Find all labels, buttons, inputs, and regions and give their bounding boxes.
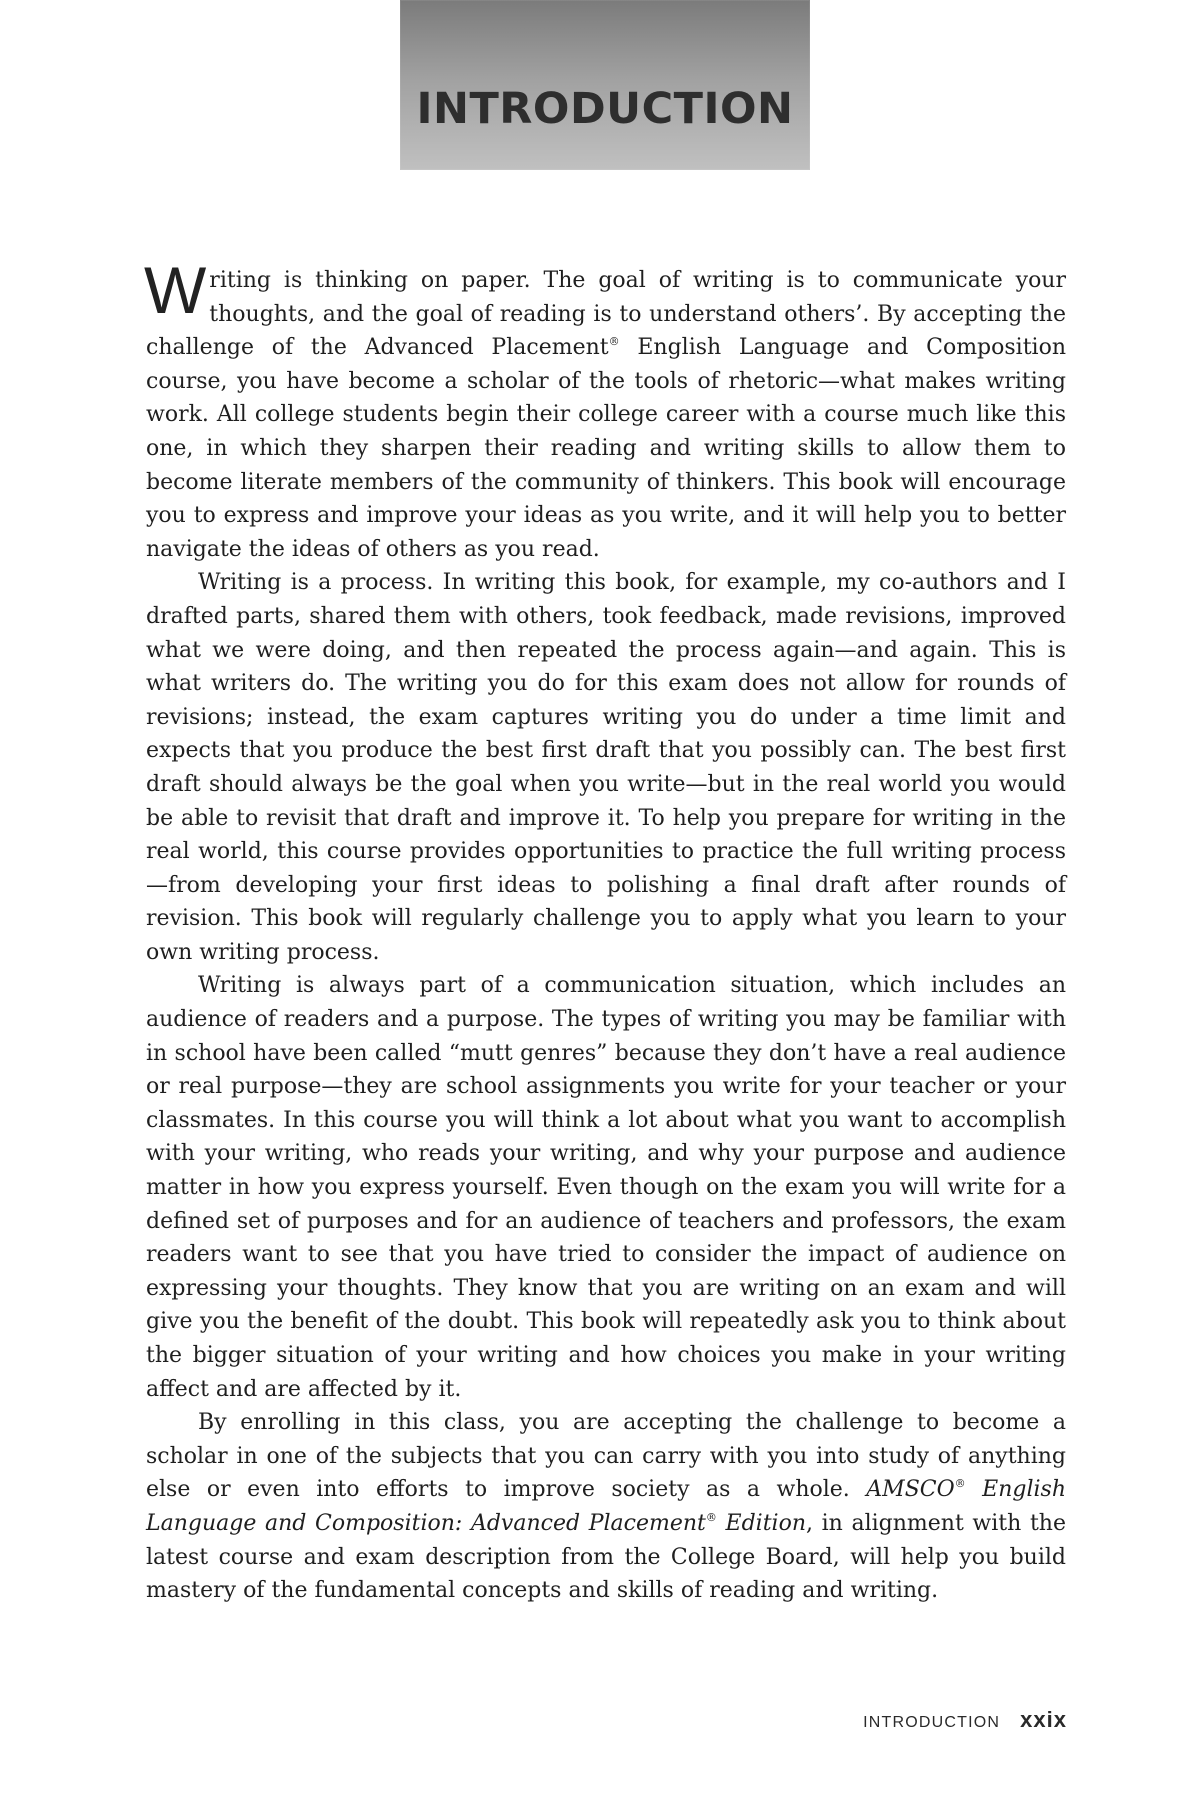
page-title: INTRODUCTION [416,84,794,134]
paragraph-1 [144,253,1066,566]
paragraph-4-text-continued: , in alignment with the latest course and exam description from the College Board, will help you build mastery of the fundamental concepts and skills of reading and writing. [146,1510,1066,1604]
paragraph-2: Writing is a process. In writing this book, for example, my co-authors and I drafted parts, shared them with others, took feedback, made revisions, improved what we were doing, and then repeated the process again—and again. This is what writers do. The writing you do for this exam does not allow for rounds of revisions; instead, the exam captures writing you do under a time limit and expects that you produce the best first draft that you possibly can. The best first draft should always be the goal when you write—but in the real world you would be able to revisit that draft and improve it. To help you prepare for writing in the real world, this course provides opportunities to practice the full writing process—from developing your first ideas to polishing a final draft after rounds of revision. This book will regularly challenge you to apply what you learn to your own writing process. [146,570,1066,965]
page-number: xxix [1020,1707,1067,1732]
footer-section-label: INTRODUCTION [863,1714,1001,1731]
body-copy [144,253,1066,1608]
chapter-banner [400,0,810,170]
dropcap-letter: W [144,253,207,327]
registered-mark: ® [608,334,620,348]
publication-title-part-3: Edition [716,1510,806,1536]
paragraph-3: Writing is always part of a communication situation, which includes an audience of readers and a purpose. The types of writing you may be familiar with in school have been called “mutt genres” because they don’t have a real audience or real purpose—they are school assignments you write for your teacher or your classmates. In this course you will think a lot about what you want to accomplish with your writing, who reads your writing, and why your purpose and audience matter in how you express yourself. Even though on the exam you will write for a defined set of purposes and for an audience of teachers and professors, the exam readers want to see that you have tried to consider the impact of audience on expressing your thoughts. They know that you are writing on an exam and will give you the benefit of the doubt. This book will repeatedly ask you to think about the bigger situation of your writing and how choices you make in your writing affect and are affected by it. [146,973,1066,1402]
registered-mark: ® [954,1477,966,1491]
paragraph-1-text: riting is thinking on paper. The goal of writing is to communicate your thoughts, and the goal of reading is to understand others’. By accepting the challenge of the Advanced Placement [146,268,1066,361]
paragraph-4 [146,1406,1066,1608]
publication-title-part-2: English Language and Composition: Advanced Placement [146,1477,1066,1536]
registered-mark: ® [705,1510,717,1524]
paragraph-1-text-continued: English Language and Composition course, you have become a scholar of the tools of rhetoric—what makes writing work. All college students begin their college career with a course much like this one, in which they sharpen their reading and writing skills to allow them to become literate members of the community of thinkers. This book will encourage you to express and improve your ideas as you write, and it will help you to better navigate the ideas of others as you read. [146,335,1066,562]
publication-title-part-1: AMSCO [866,1477,955,1503]
paragraph-4-text: By enrolling in this class, you are accepting the challenge to become a scholar in one of the subjects that you can carry with you into study of anything else or even into efforts to improve society as a whole. [146,1410,1066,1503]
page-footer [863,1707,1067,1733]
